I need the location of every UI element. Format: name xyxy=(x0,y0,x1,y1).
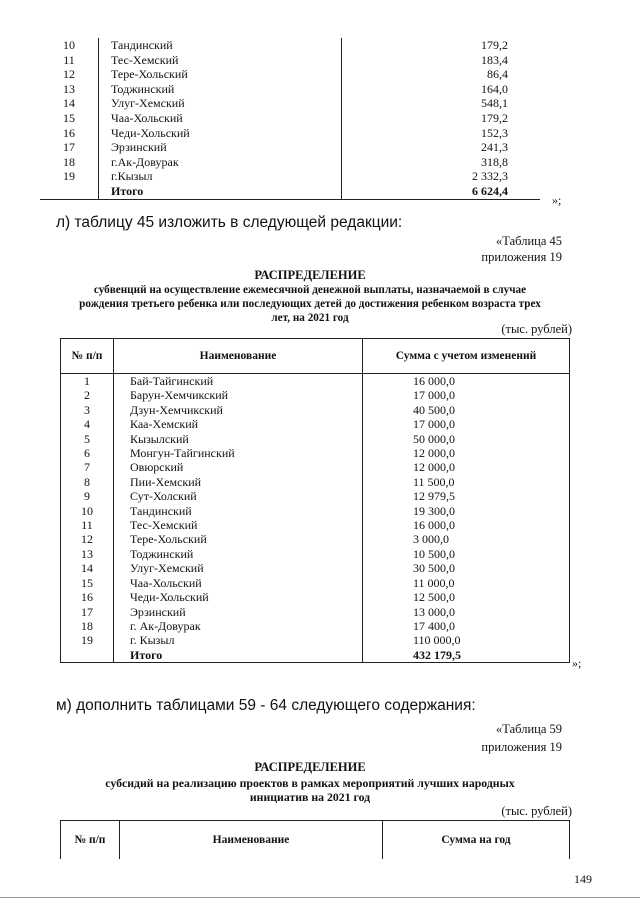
table-row xyxy=(61,633,570,647)
row-value: 12 979,5 xyxy=(363,489,570,503)
row-value: 12 500,0 xyxy=(363,590,570,604)
total-blank xyxy=(61,648,114,663)
row-name: Бай-Тайгинский xyxy=(114,374,363,389)
row-number: 11 xyxy=(61,518,114,532)
row-name: Чеди-Хольский xyxy=(99,126,342,141)
row-name: Кызылский xyxy=(114,432,363,446)
table45-subtitle-line2: рождения третьего ребенка или последующих детей до достижения ребенком возраста трех xyxy=(79,298,541,310)
table59-col-name: Наименование xyxy=(120,821,383,860)
row-name: Овюрский xyxy=(114,460,363,474)
row-value: 16 000,0 xyxy=(363,374,570,389)
table45-col-name: Наименование xyxy=(114,339,363,374)
continued-table-body xyxy=(40,38,540,199)
row-value: 50 000,0 xyxy=(363,432,570,446)
row-number: 2 xyxy=(61,388,114,402)
row-value: 179,2 xyxy=(481,110,508,125)
row-number: 12 xyxy=(61,532,114,546)
table45-heading: РАСПРЕДЕЛЕНИЕ xyxy=(254,268,366,282)
table-row xyxy=(61,475,570,489)
page-bottom-rule xyxy=(0,897,640,898)
table-row xyxy=(61,547,570,561)
table59-subtitle xyxy=(40,776,580,804)
total-label: Итого xyxy=(99,184,342,199)
table59-ref-line1: «Таблица 59 xyxy=(496,722,562,736)
row-value: 30 500,0 xyxy=(363,561,570,575)
table59-heading: РАСПРЕДЕЛЕНИЕ xyxy=(254,760,366,774)
table45-body xyxy=(61,374,570,663)
row-value: 12 000,0 xyxy=(363,460,570,474)
row-value: 318,8 xyxy=(481,154,508,169)
row-value: 10 500,0 xyxy=(363,547,570,561)
row-number: 1 xyxy=(61,374,114,389)
table45-subtitle xyxy=(40,283,580,325)
table-row xyxy=(40,53,540,68)
row-value: 16 000,0 xyxy=(363,518,570,532)
row-number: 10 xyxy=(40,38,99,53)
row-number: 13 xyxy=(40,82,99,97)
row-name: Улуг-Хемский xyxy=(114,561,363,575)
row-value: 11 000,0 xyxy=(363,576,570,590)
row-value: 12 000,0 xyxy=(363,446,570,460)
row-number: 19 xyxy=(40,169,99,184)
table59-col-num: № п/п xyxy=(61,821,120,860)
table-row xyxy=(61,388,570,402)
table-row xyxy=(61,446,570,460)
row-value: 17 400,0 xyxy=(363,619,570,633)
table59 xyxy=(60,820,570,859)
row-name: Барун-Хемчикский xyxy=(114,388,363,402)
row-number: 17 xyxy=(61,605,114,619)
row-number: 6 xyxy=(61,446,114,460)
row-number: 15 xyxy=(61,576,114,590)
row-name: Тере-Хольский xyxy=(99,67,342,82)
row-name: Чаа-Хольский xyxy=(99,111,342,126)
table45-closing-quote: »; xyxy=(572,656,582,670)
row-value: 152,3 xyxy=(481,125,508,140)
table-row xyxy=(40,111,540,126)
table45-col-num: № п/п xyxy=(61,339,114,374)
table-row xyxy=(61,489,570,503)
table-row xyxy=(40,126,540,141)
table45-col-sum: Сумма с учетом изменений xyxy=(363,339,570,374)
row-number: 3 xyxy=(61,403,114,417)
total-value: 6 624,4 xyxy=(342,184,541,199)
row-value: 164,0 xyxy=(481,81,508,96)
row-number: 18 xyxy=(61,619,114,633)
table-row xyxy=(40,169,540,184)
row-value: 179,2 xyxy=(481,38,508,52)
row-number: 4 xyxy=(61,417,114,431)
row-name: Дзун-Хемчикский xyxy=(114,403,363,417)
row-number: 10 xyxy=(61,504,114,518)
table-row xyxy=(61,403,570,417)
table-row xyxy=(61,532,570,546)
row-name: Тандинский xyxy=(99,38,342,53)
table59-ref-line2: приложения 19 xyxy=(481,740,562,754)
row-value: 19 300,0 xyxy=(363,504,570,518)
row-name: г.Ак-Довурак xyxy=(99,155,342,170)
row-name: Эрзинский xyxy=(114,605,363,619)
row-value: 183,4 xyxy=(481,52,508,67)
table-row xyxy=(61,374,570,389)
table45 xyxy=(60,338,570,663)
table-row xyxy=(61,576,570,590)
table59-subtitle-line2: инициатив на 2021 год xyxy=(249,790,371,804)
paragraph-m: м) дополнить таблицами 59 - 64 следующего содержания: xyxy=(56,697,476,714)
row-value: 40 500,0 xyxy=(363,403,570,417)
row-value: 11 500,0 xyxy=(363,475,570,489)
row-name: г. Кызыл xyxy=(114,633,363,647)
row-number: 19 xyxy=(61,633,114,647)
table59-header-row xyxy=(61,821,570,860)
row-number: 15 xyxy=(40,111,99,126)
paragraph-l: л) таблицу 45 изложить в следующей редакции: xyxy=(56,214,403,231)
row-number: 5 xyxy=(61,432,114,446)
table59-units: (тыс. рублей) xyxy=(501,804,572,818)
row-number: 11 xyxy=(40,53,99,68)
row-name: Сут-Холский xyxy=(114,489,363,503)
row-number: 8 xyxy=(61,475,114,489)
row-name: г. Ак-Довурак xyxy=(114,619,363,633)
row-number: 18 xyxy=(40,155,99,170)
row-name: Тоджинский xyxy=(114,547,363,561)
continued-table xyxy=(40,38,540,200)
row-name: Монгун-Тайгинский xyxy=(114,446,363,460)
table-row xyxy=(61,518,570,532)
row-number: 14 xyxy=(61,561,114,575)
row-name: Чеди-Хольский xyxy=(114,590,363,604)
table-row xyxy=(61,590,570,604)
table-row xyxy=(61,460,570,474)
row-number: 9 xyxy=(61,489,114,503)
table-row xyxy=(61,605,570,619)
row-name: Тес-Хемский xyxy=(114,518,363,532)
table59-col-sum: Сумма на год xyxy=(383,821,570,860)
table-row xyxy=(61,432,570,446)
continued-table-closing-quote: »; xyxy=(552,193,562,207)
table-row xyxy=(40,140,540,155)
row-name: Тере-Хольский xyxy=(114,532,363,546)
row-value: 548,1 xyxy=(481,96,508,111)
row-value: 2 332,3 xyxy=(472,169,508,184)
row-number: 16 xyxy=(40,126,99,141)
row-name: г.Кызыл xyxy=(99,169,342,184)
table45-units: (тыс. рублей) xyxy=(501,322,572,336)
row-number: 16 xyxy=(61,590,114,604)
row-value: 17 000,0 xyxy=(363,388,570,402)
row-name: Тоджинский xyxy=(99,82,342,97)
row-name: Пии-Хемский xyxy=(114,475,363,489)
table-row xyxy=(40,82,540,97)
table-row xyxy=(40,96,540,111)
total-row xyxy=(40,184,540,199)
table-row xyxy=(61,619,570,633)
row-name: Чаа-Хольский xyxy=(114,576,363,590)
table45-header-row xyxy=(61,339,570,374)
table-row xyxy=(40,67,540,82)
total-label: Итого xyxy=(114,648,363,663)
row-value: 3 000,0 xyxy=(363,532,570,546)
row-number: 13 xyxy=(61,547,114,561)
row-number: 14 xyxy=(40,96,99,111)
row-number: 17 xyxy=(40,140,99,155)
table-row xyxy=(61,504,570,518)
total-value: 432 179,5 xyxy=(363,648,570,663)
total-row xyxy=(61,648,570,663)
row-value: 241,3 xyxy=(481,140,508,155)
page-number: 149 xyxy=(574,872,592,886)
table45-ref-line2: приложения 19 xyxy=(481,250,562,264)
row-number: 7 xyxy=(61,460,114,474)
row-number: 12 xyxy=(40,67,99,82)
table45-subtitle-line3: лет, на 2021 год xyxy=(271,312,349,324)
table45-ref-line1: «Таблица 45 xyxy=(496,234,562,248)
row-value: 110 000,0 xyxy=(363,633,570,647)
table-row xyxy=(40,155,540,170)
row-name: Тандинский xyxy=(114,504,363,518)
table45-subtitle-line1: субвенций на осуществление ежемесячной денежной выплаты, назначаемой в случае xyxy=(93,284,527,296)
row-name: Каа-Хемский xyxy=(114,417,363,431)
table-row xyxy=(40,38,540,53)
row-value: 86,4 xyxy=(487,67,508,82)
row-name: Эрзинский xyxy=(99,140,342,155)
row-name: Улуг-Хемский xyxy=(99,96,342,111)
table59-subtitle-line1: субсидий на реализацию проектов в рамках мероприятий лучших народных xyxy=(105,776,515,790)
table-row xyxy=(61,561,570,575)
row-value: 13 000,0 xyxy=(363,605,570,619)
total-blank xyxy=(40,184,99,199)
row-name: Тес-Хемский xyxy=(99,53,342,68)
row-value: 17 000,0 xyxy=(363,417,570,431)
table-row xyxy=(61,417,570,431)
